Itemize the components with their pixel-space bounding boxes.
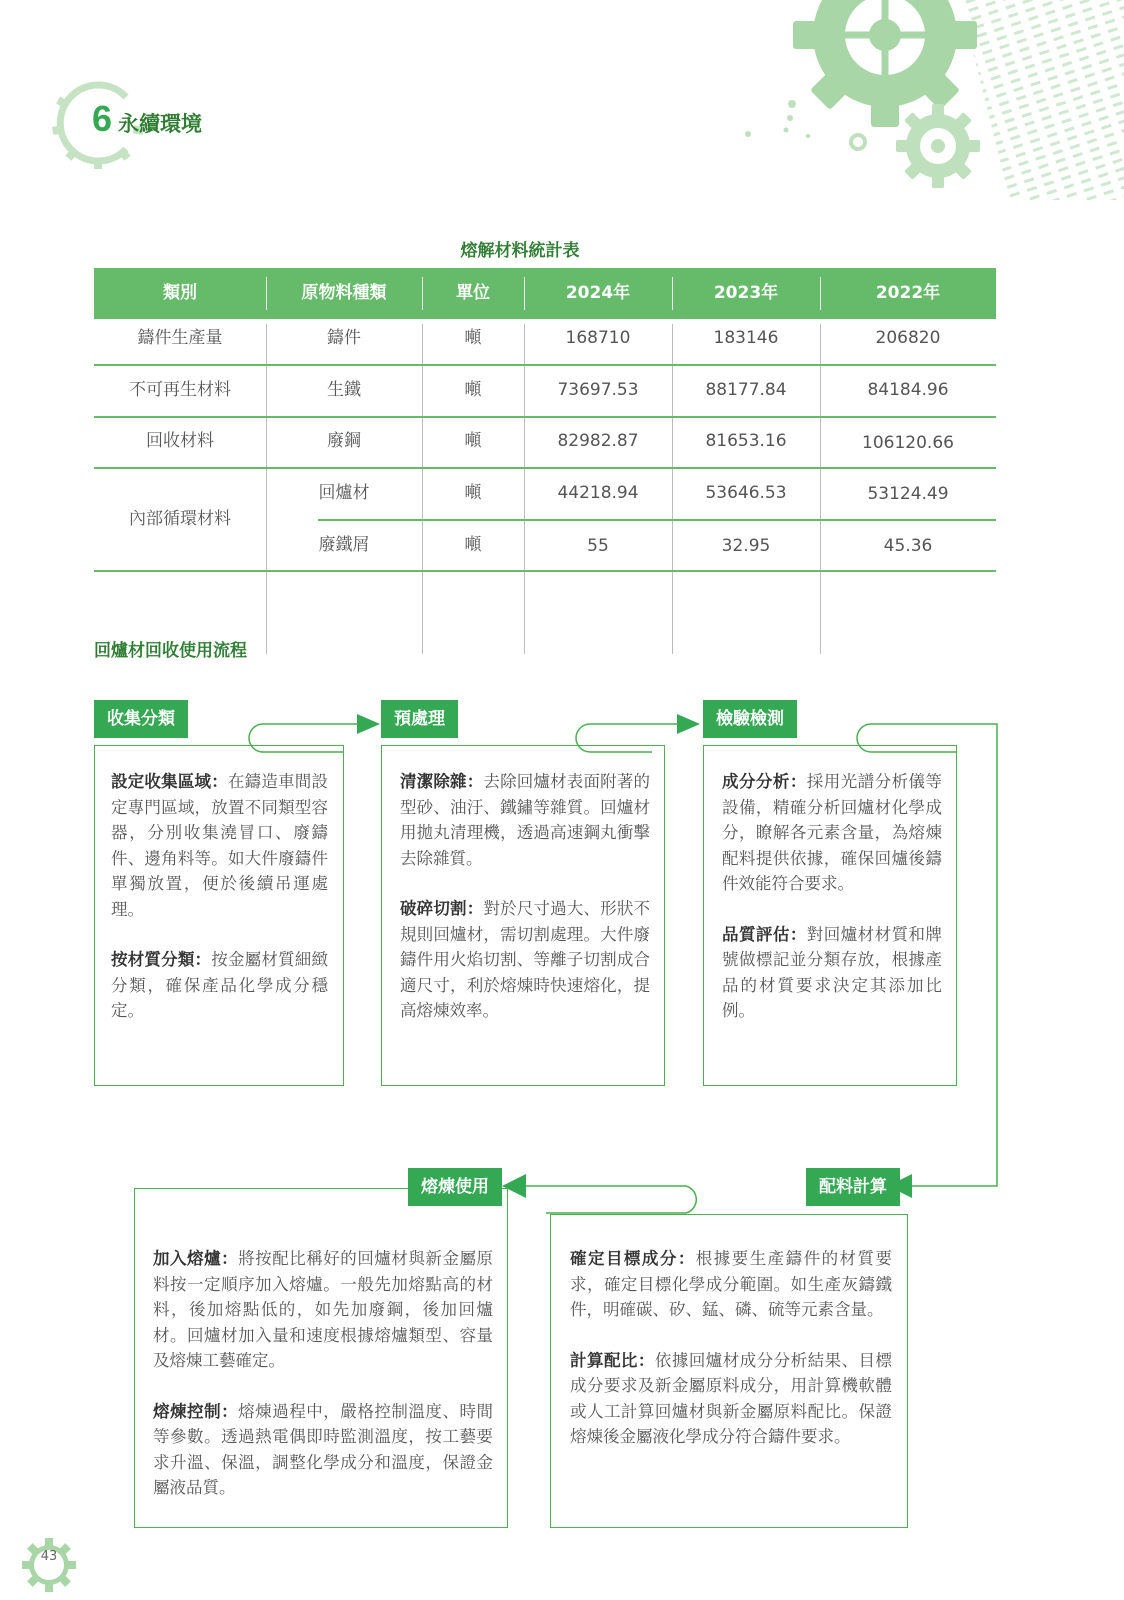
step-label-smelt: 熔煉使用: [408, 1168, 502, 1206]
item-text: 按金屬材質細緻分類，確保產品化學成分穩定。: [111, 950, 329, 1020]
item-heading: 加入熔爐：: [153, 1249, 239, 1268]
item-text: 對回爐材材質和牌號做標記並分類存放，根據產品的材質要求決定其添加比例。: [722, 924, 943, 1020]
cell-2023: 32.95: [721, 536, 771, 556]
cell-2023: 53646.53: [705, 483, 787, 503]
header-material: 原物料種類: [301, 283, 387, 303]
cell-2022: 45.36: [883, 536, 933, 556]
step-body-inspect: [722, 769, 942, 1049]
item-heading: 清潔除雜：: [400, 772, 484, 791]
flow-title: 回爐材回收使用流程: [94, 641, 247, 661]
cell-material: 生鐵: [327, 380, 361, 400]
item-text: 將按配比稱好的回爐材與新金屬原料按一定順序加入熔爐。一般先加熔點高的材料，後加熔點低的，如先加廢鋼，後加回爐材。回爐材加入量和速度根據熔爐類型、容量及熔煉工藝確定。: [153, 1249, 494, 1370]
cell-category: 回收材料: [146, 431, 214, 451]
item-heading: 確定目標成分：: [570, 1249, 696, 1268]
cell-2024: 44218.94: [557, 483, 639, 503]
cell-2022: 53124.49: [867, 484, 949, 504]
item-text: 採用光譜分析儀等設備，精確分析回爐材化學成分，瞭解各元素含量，為熔煉配料提供依據，確保回爐後鑄件效能符合要求。: [722, 772, 943, 893]
item-text: 依據回爐材成分分析結果、目標成分要求及新金屬原料成分，用計算機軟體或人工計算回爐材與新金屬原料配比。保證熔煉後金屬液化學成分符合鑄件要求。: [570, 1350, 893, 1446]
cell-material: 回爐材: [318, 483, 370, 503]
cell-unit: 噸: [464, 328, 482, 348]
header-unit: 單位: [456, 283, 490, 303]
cell-unit: 噸: [464, 535, 482, 555]
cell-category: 內部循環材料: [129, 509, 231, 529]
header-2024: 2024年: [565, 283, 631, 303]
item-heading: 計算配比：: [570, 1350, 655, 1370]
cell-material: 廢鋼: [327, 431, 361, 451]
cell-2024: 55: [587, 536, 609, 556]
step-body-proportion: [570, 1246, 892, 1475]
step-body-smelt: [153, 1246, 493, 1526]
cell-2022: 84184.96: [867, 380, 949, 400]
chapter-title: 永續環境: [118, 112, 203, 136]
item-heading: 破碎切割：: [400, 899, 484, 918]
item-heading: 按材質分類：: [111, 950, 212, 969]
cell-unit: 噸: [464, 380, 482, 400]
cell-2024: 73697.53: [557, 380, 639, 400]
cell-material: 廢鐵屑: [318, 535, 370, 555]
item-text: 去除回爐材表面附著的型砂、油汙、鐵鏽等雜質。回爐材用拋丸清理機，透過高速鋼丸衝擊去除雜質。: [400, 772, 651, 868]
item-text: 對於尺寸過大、形狀不規則回爐材，需切割處理。大件廢鑄件用火焰切割、等離子切割成合適尺寸，利於熔煉時快速熔化，提高熔煉效率。: [400, 899, 651, 1020]
header-2023: 2023年: [713, 283, 779, 303]
cell-material: 鑄件: [327, 328, 361, 348]
page-number: 43: [40, 1549, 58, 1564]
step-label-preprocess: 預處理: [381, 700, 458, 738]
item-text: 熔煉過程中，嚴格控制溫度、時間等參數。透過熱電偶即時監測溫度，按工藝要求升溫、保溫，調整化學成分和溫度，保證金屬液品質。: [153, 1401, 494, 1497]
item-text: 在鑄造車間設定專門區域，放置不同類型容器，分別收集澆冒口、廢鑄件、邊角料等。如大件廢鑄件單獨放置，便於後續吊運處理。: [111, 772, 329, 919]
cell-unit: 噸: [464, 431, 482, 451]
cell-category: 鑄件生產量: [137, 328, 223, 348]
item-heading: 熔煉控制：: [153, 1401, 239, 1421]
item-heading: 成分分析：: [722, 772, 807, 791]
step-label-collect: 收集分類: [94, 700, 188, 738]
step-body-preprocess: [400, 769, 650, 1049]
step-body-collect: [111, 769, 328, 1049]
header-2022: 2022年: [875, 283, 941, 303]
cell-unit: 噸: [464, 483, 482, 503]
step-label-proportion: 配料計算: [806, 1168, 900, 1206]
cell-category: 不可再生材料: [129, 380, 231, 400]
item-text: 根據要生產鑄件的材質要求，確定目標化學成分範圍。如生產灰鑄鐵件，明確碳、矽、錳、磷、硫等元素含量。: [570, 1249, 893, 1319]
cell-2022: 106120.66: [862, 433, 954, 453]
cell-2023: 88177.84: [705, 380, 787, 400]
cell-2024: 82982.87: [557, 431, 639, 451]
chapter-number: 6: [92, 98, 113, 139]
item-heading: 品質評估：: [722, 924, 807, 944]
cell-2023: 183146: [713, 328, 779, 348]
item-heading: 設定收集區域：: [111, 772, 228, 791]
cell-2022: 206820: [875, 328, 941, 348]
cell-2024: 168710: [565, 328, 631, 348]
table-title: 熔解材料統計表: [460, 241, 580, 261]
cell-2023: 81653.16: [705, 431, 787, 451]
step-label-inspect: 檢驗檢測: [703, 700, 797, 738]
header-category: 類別: [163, 283, 197, 303]
